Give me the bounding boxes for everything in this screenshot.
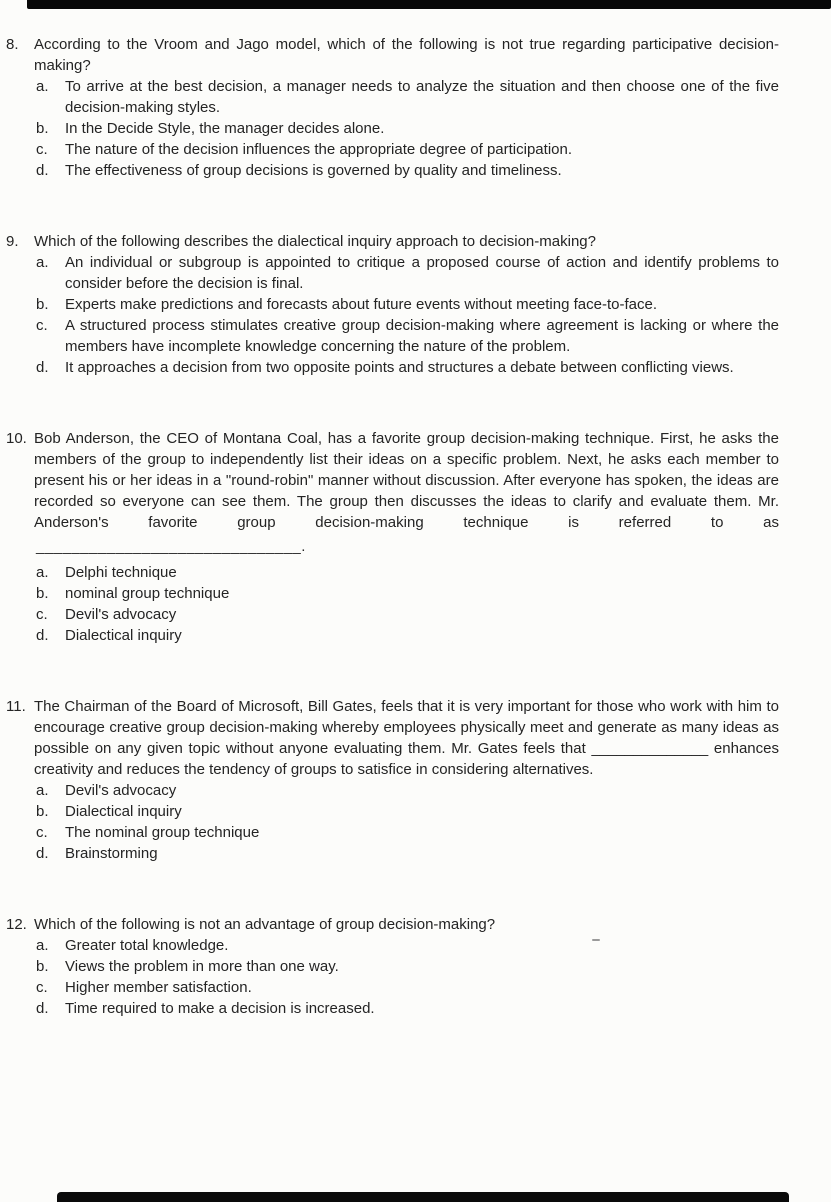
options-list: [36, 562, 779, 646]
question-11: [6, 696, 779, 864]
options-list: [36, 252, 779, 378]
option-letter: c.: [36, 979, 48, 996]
scan-artifact-top-edge: [27, 0, 831, 9]
option-letter: b.: [36, 296, 49, 313]
option-text: A structured process stimulates creative group decision-making where agreement is lacking or where the members have incomplete knowledge concerning the nature of the problem.: [65, 317, 779, 355]
option-letter: c.: [36, 824, 48, 841]
answer-option: [36, 604, 779, 625]
question-stem: Which of the following describes the dialectical inquiry approach to decision-making?: [34, 233, 596, 250]
question-10: [6, 428, 779, 646]
option-letter: a.: [36, 78, 49, 95]
answer-option: [36, 76, 779, 118]
fill-in-blank: ______________________________.: [36, 538, 306, 555]
option-letter: d.: [36, 627, 49, 644]
option-letter: a.: [36, 564, 49, 581]
option-text: It approaches a decision from two opposite points and structures a debate between conflicting views.: [65, 359, 734, 376]
answer-option: [36, 780, 779, 801]
answer-option: [36, 801, 779, 822]
option-text: Views the problem in more than one way.: [65, 958, 339, 975]
option-letter: b.: [36, 120, 49, 137]
option-text: In the Decide Style, the manager decides alone.: [65, 120, 385, 137]
answer-option: [36, 294, 779, 315]
question-8: [6, 34, 779, 181]
answer-option: [36, 843, 779, 864]
answer-option: [36, 139, 779, 160]
answer-option: [36, 160, 779, 181]
answer-option: [36, 315, 779, 357]
option-letter: d.: [36, 845, 49, 862]
question-number: 11.: [6, 698, 26, 715]
options-list: [36, 935, 779, 1019]
option-text: Devil's advocacy: [65, 606, 177, 623]
option-text: nominal group technique: [65, 585, 230, 602]
option-letter: a.: [36, 782, 49, 799]
answer-option: [36, 118, 779, 139]
answer-option: [36, 562, 779, 583]
question-stem: According to the Vroom and Jago model, which of the following is not true regarding participative decision-making?: [34, 36, 779, 74]
answer-option: [36, 977, 779, 998]
option-text: Dialectical inquiry: [65, 803, 182, 820]
option-letter: c.: [36, 141, 48, 158]
answer-option: [36, 625, 779, 646]
option-letter: c.: [36, 317, 48, 334]
answer-option: [36, 822, 779, 843]
question-9: [6, 231, 779, 378]
question-stem: The Chairman of the Board of Microsoft, Bill Gates, feels that it is very important for those who work with him to encourage creative group decision-making whereby employees physically meet and generate as many ideas as possible on any given topic without anyone evaluating them. Mr. Gates feels that ______________ enhances creativity and reduces the tendency of groups to satisfice in considering alternatives.: [34, 698, 779, 778]
option-letter: d.: [36, 162, 49, 179]
option-letter: d.: [36, 1000, 49, 1017]
option-letter: a.: [36, 937, 49, 954]
option-text: To arrive at the best decision, a manager needs to analyze the situation and then choose one of the five decision-making styles.: [65, 78, 779, 116]
answer-option: [36, 998, 779, 1019]
option-letter: d.: [36, 359, 49, 376]
question-stem: Which of the following is not an advantage of group decision-making?: [34, 916, 496, 933]
options-list: [36, 76, 779, 181]
option-text: Devil's advocacy: [65, 782, 177, 799]
option-text: An individual or subgroup is appointed to critique a proposed course of action and identify problems to consider before the decision is final.: [65, 254, 779, 292]
question-number: 12.: [6, 916, 27, 933]
answer-option: [36, 583, 779, 604]
answer-option: [36, 357, 779, 378]
question-number: 8.: [6, 36, 19, 53]
option-letter: b.: [36, 585, 49, 602]
question-number: 9.: [6, 233, 19, 250]
option-text: The effectiveness of group decisions is governed by quality and timeliness.: [65, 162, 562, 179]
option-text: The nature of the decision influences the appropriate degree of participation.: [65, 141, 572, 158]
option-text: Greater total knowledge.: [65, 937, 229, 954]
scan-speck: [592, 939, 600, 941]
options-list: [36, 780, 779, 864]
option-text: Dialectical inquiry: [65, 627, 182, 644]
question-stem: Bob Anderson, the CEO of Montana Coal, has a favorite group decision-making technique. First, he asks the members of the group to independently list their ideas on a specific problem. Next, he asks each member to present his or her ideas in a "round-robin" manner without discussion. After everyone has spoken, the ideas are recorded so everyone can see them. The group then discusses the ideas to clarify and evaluate them. Mr. Anderson's favorite group decision-making technique is referred to as: [34, 430, 779, 531]
answer-option: [36, 252, 779, 294]
option-text: Delphi technique: [65, 564, 177, 581]
question-12: [6, 914, 779, 1019]
question-number: 10.: [6, 430, 27, 447]
option-letter: b.: [36, 803, 49, 820]
option-letter: c.: [36, 606, 48, 623]
option-text: The nominal group technique: [65, 824, 260, 841]
answer-option: [36, 935, 779, 956]
answer-option: [36, 956, 779, 977]
option-text: Experts make predictions and forecasts about future events without meeting face-to-face.: [65, 296, 657, 313]
scan-artifact-bottom-edge: [57, 1192, 789, 1202]
option-text: Higher member satisfaction.: [65, 979, 252, 996]
option-letter: a.: [36, 254, 49, 271]
option-text: Brainstorming: [65, 845, 158, 862]
option-letter: b.: [36, 958, 49, 975]
option-text: Time required to make a decision is increased.: [65, 1000, 375, 1017]
